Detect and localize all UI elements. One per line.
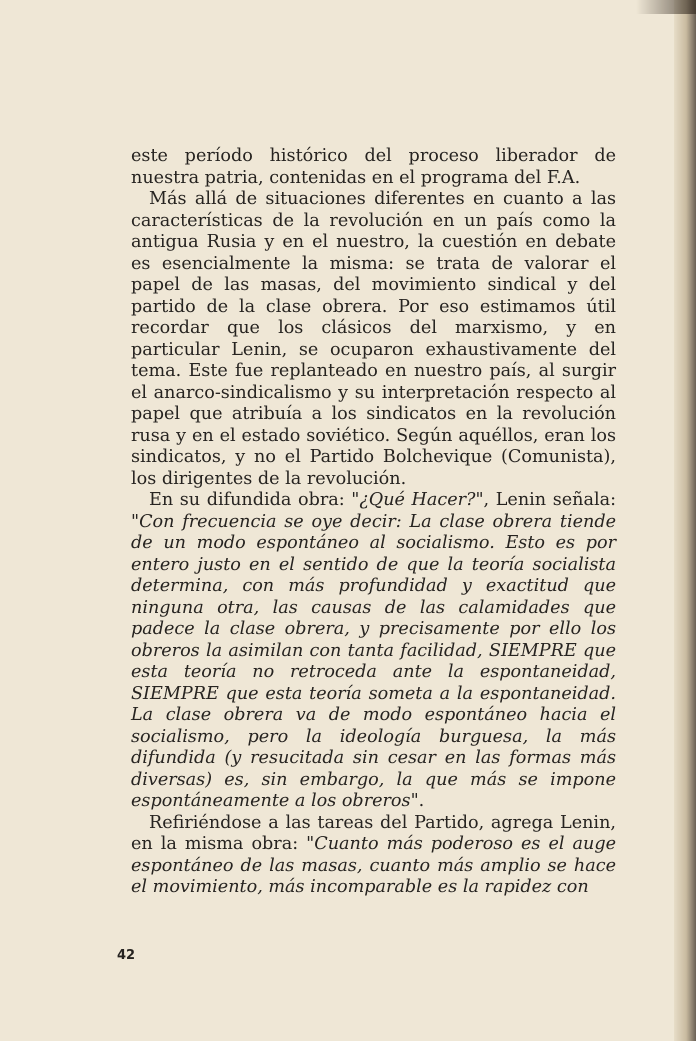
italic-quote-span: ¿Qué Hacer? xyxy=(359,490,476,510)
page-edge-shadow xyxy=(674,0,696,1041)
text-span: Refiriéndose a las tareas del Partido, agrega Lenin, en la misma obra: " xyxy=(131,812,616,854)
body-text xyxy=(131,146,616,899)
paragraph xyxy=(131,490,616,813)
text-span: En su difundida obra: " xyxy=(149,490,360,510)
italic-quote-span: Cuanto más poderoso es el auge espontáneo de las masas, cuanto más amplio se hace el movimiento, más incomparable es la rapidez con xyxy=(131,834,617,897)
text-span: ". xyxy=(410,791,425,811)
paragraph xyxy=(131,189,616,490)
text-span: Más allá de situaciones diferentes en cuanto a las características de la revolución en un país como la antigua Rusia y en el nuestro, la cuestión en debate es esencialmente la misma: se trata de valorar el papel de las masas, del movimiento sindical y del partido de la clase obrera. Por eso estimamos útil recordar que los clásicos del marxismo, y en particular Lenin, se ocuparon exhaustivamente del tema. Este fue replanteado en nuestro país, al surgir el anarco-sindicalismo y su interpretación respecto al papel que atribuía a los sindicatos en la revolución rusa y en el estado soviético. Según aquéllos, eran los sindicatos, y no el Partido Bolchevique (Comunista), los dirigentes de la revolución. xyxy=(131,189,616,489)
italic-quote-span: Con frecuencia se oye decir: La clase obrera tiende de un modo espontáneo al socialismo. Esto es por entero justo en el sentido de que la teoría socialista determina, con más profundidad y exactitud que ninguna otra, las causas de las calamidades que padece la clase obrera, y precisamente por ello los obreros la asimilan con tanta facilidad, SIEMPRE que esta teoría no retroceda ante la espontaneidad, SIEMPRE que esta teoría someta a la espontaneidad. La clase obrera va de modo espontáneo hacia el socialismo, pero la ideología burguesa, la más difundida (y resucitada sin cesar en las formas más diversas) es, sin embargo, la que más se impone espontáneamente a los obreros xyxy=(131,511,616,811)
text-span: este período histórico del proceso liberador de nuestra patria, contenidas en el programa del F.A. xyxy=(131,146,616,188)
page-corner-shadow xyxy=(636,0,696,14)
page-number: 42 xyxy=(117,948,136,963)
paragraph xyxy=(131,146,616,189)
paragraph xyxy=(131,813,616,899)
text-span: ", Lenin señala: " xyxy=(131,490,617,532)
